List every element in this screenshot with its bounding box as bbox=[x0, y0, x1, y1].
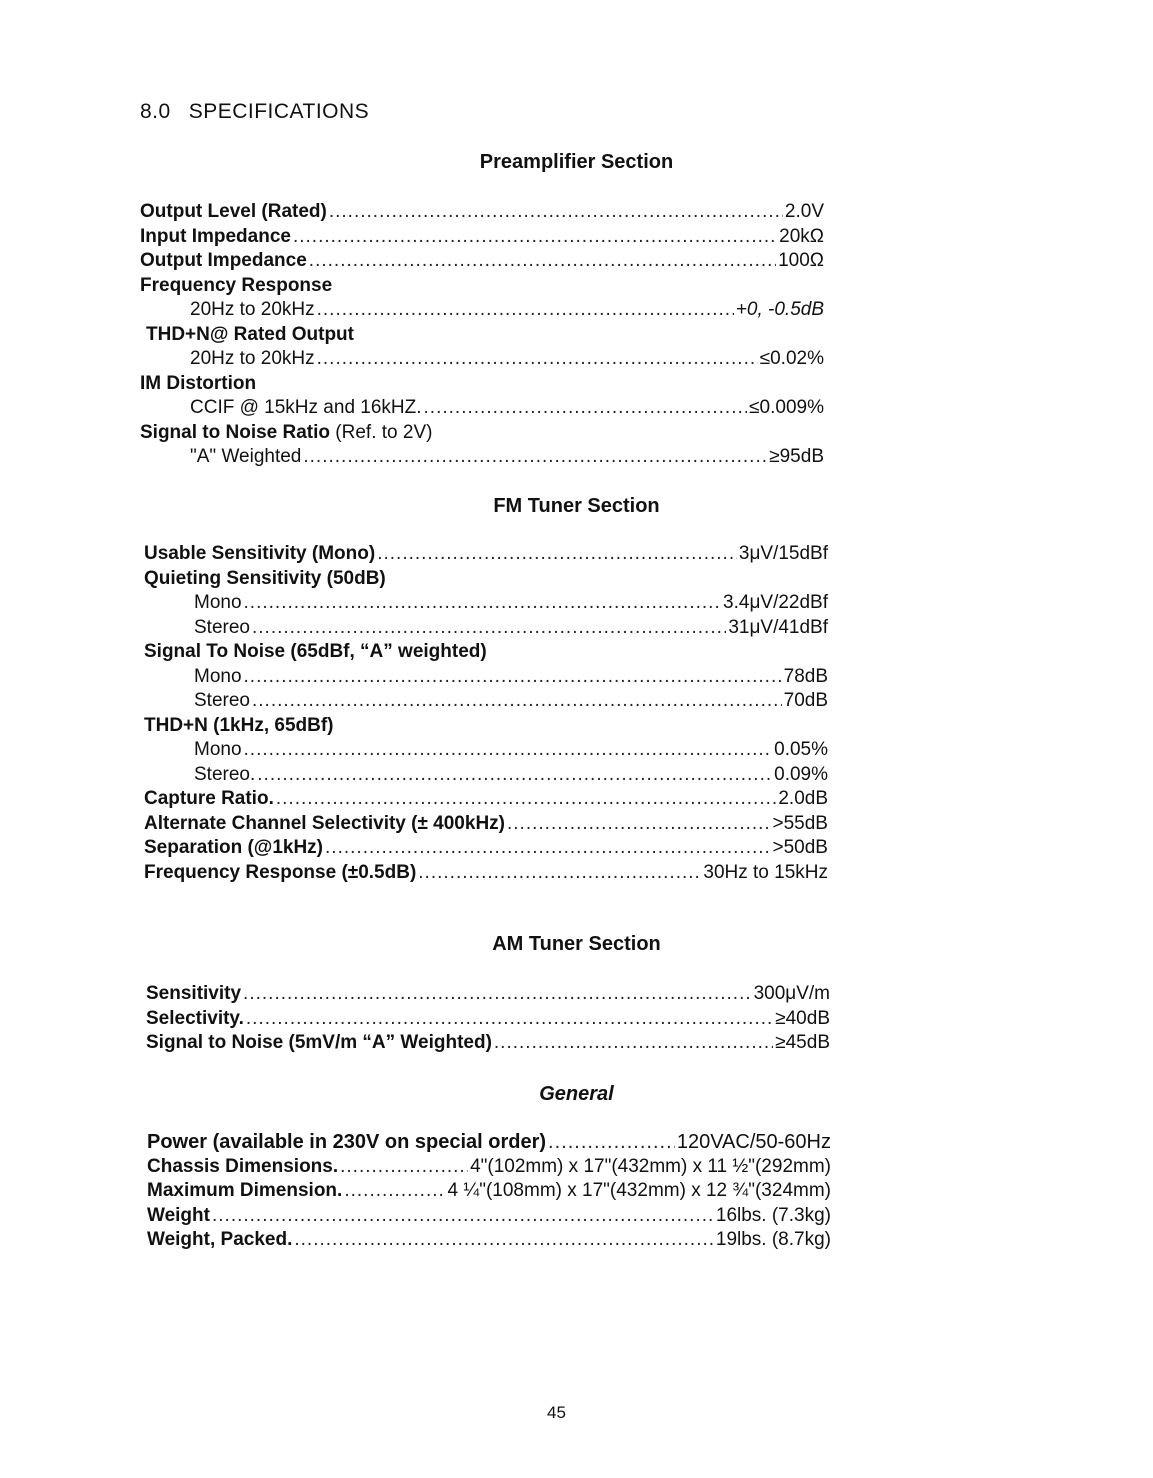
spec-value: >55dB bbox=[772, 812, 828, 834]
spec-value: 3μV/15dBf bbox=[738, 543, 828, 564]
dot-leader bbox=[244, 591, 722, 616]
spec-row-usable-sensitivity bbox=[144, 542, 828, 567]
spec-value: ≥95dB bbox=[769, 446, 824, 467]
spec-value: ≥45dB bbox=[775, 1032, 830, 1053]
spec-label: Mono bbox=[194, 592, 242, 613]
dot-leader bbox=[252, 689, 782, 714]
spec-row-snr-stereo bbox=[144, 689, 828, 714]
dot-leader bbox=[293, 225, 777, 250]
spec-label: Sensitivity bbox=[146, 983, 242, 1004]
preamp-section-title: Preamplifier Section bbox=[479, 151, 674, 173]
spec-group-thd bbox=[144, 714, 828, 739]
spec-row-separation bbox=[144, 836, 828, 861]
spec-row-quieting-mono bbox=[144, 591, 828, 616]
am-spec-list bbox=[146, 982, 830, 1056]
dot-leader bbox=[244, 738, 773, 763]
spec-value: 2.0dB bbox=[778, 788, 828, 809]
spec-value: 20kΩ bbox=[779, 225, 824, 247]
dot-leader bbox=[246, 1007, 773, 1032]
spec-label: Selectivity. bbox=[146, 1007, 244, 1029]
dot-leader bbox=[494, 1031, 773, 1056]
page-title: SPECIFICATIONS bbox=[188, 100, 370, 123]
spec-value: 4"(102mm) x 17"(432mm) x 11 ½"(292mm) bbox=[470, 1155, 831, 1177]
spec-value: ≤0.009% bbox=[749, 397, 824, 418]
spec-label: Weight, Packed. bbox=[147, 1229, 293, 1250]
spec-row-am-sensitivity bbox=[146, 982, 830, 1007]
spec-group-frequency-response bbox=[140, 274, 824, 299]
spec-label: Signal to Noise (5mV/m “A” Weighted) bbox=[146, 1032, 492, 1053]
spec-value: 300μV/m bbox=[753, 983, 830, 1004]
spec-group-im-distortion bbox=[140, 372, 824, 397]
spec-group-label-text: Signal to Noise Ratio bbox=[140, 421, 331, 443]
spec-row-quieting-stereo bbox=[144, 616, 828, 641]
dot-leader bbox=[294, 1228, 714, 1253]
spec-value: 31μV/41dBf bbox=[728, 616, 828, 638]
page-number: 45 bbox=[547, 1403, 566, 1422]
spec-label: Stereo bbox=[194, 616, 250, 638]
dot-leader bbox=[424, 396, 748, 421]
fm-section-title: FM Tuner Section bbox=[493, 495, 660, 517]
spec-group-label-note: (Ref. to 2V) bbox=[330, 421, 433, 443]
general-section-title: General bbox=[539, 1083, 614, 1105]
spec-label: Stereo bbox=[194, 690, 250, 711]
spec-value: >50dB bbox=[772, 837, 828, 858]
spec-label: Alternate Channel Selectivity (± 400kHz) bbox=[144, 812, 505, 834]
fm-spec-list bbox=[144, 542, 828, 885]
spec-group-signal-to-noise bbox=[144, 640, 828, 665]
spec-group-label bbox=[140, 421, 432, 446]
spec-group-label: THD+N@ Rated Output bbox=[146, 323, 354, 345]
spec-row-maximum-dimension bbox=[147, 1179, 831, 1204]
dot-leader bbox=[303, 445, 767, 470]
spec-value: 0.05% bbox=[774, 739, 828, 760]
spec-label: Stereo. bbox=[194, 763, 256, 785]
spec-row-fm-frequency-response bbox=[144, 861, 828, 886]
spec-row-power bbox=[147, 1130, 831, 1155]
dot-leader bbox=[340, 1155, 468, 1180]
spec-row-freq-20hz-20khz bbox=[140, 298, 824, 323]
spec-group-thd-rated-output bbox=[140, 323, 824, 348]
dot-leader bbox=[212, 1204, 714, 1229]
spec-label: Input Impedance bbox=[140, 225, 291, 247]
spec-label: "A" Weighted bbox=[190, 446, 302, 467]
spec-group-label: Frequency Response bbox=[140, 274, 333, 296]
spec-row-alternate-channel bbox=[144, 812, 828, 837]
dot-leader bbox=[418, 861, 701, 886]
spec-label: Separation (@1kHz) bbox=[144, 837, 324, 858]
section-number: 8.0 bbox=[140, 100, 171, 123]
am-section-title: AM Tuner Section bbox=[492, 933, 661, 955]
spec-row-output-impedance bbox=[140, 249, 824, 274]
preamp-spec-list bbox=[140, 200, 824, 470]
spec-value: 3.4μV/22dBf bbox=[723, 592, 828, 613]
spec-group-signal-noise bbox=[140, 421, 824, 446]
spec-label: Usable Sensitivity (Mono) bbox=[144, 543, 376, 564]
spec-label: Maximum Dimension. bbox=[147, 1180, 343, 1201]
dot-leader bbox=[252, 616, 726, 641]
spec-row-thd-20hz-20khz bbox=[140, 347, 824, 372]
spec-label: Mono bbox=[194, 665, 242, 687]
dot-leader bbox=[243, 982, 752, 1007]
spec-value: 78dB bbox=[783, 665, 828, 687]
dot-leader bbox=[309, 249, 776, 274]
spec-row-ccif bbox=[140, 396, 824, 421]
spec-label: Weight bbox=[147, 1204, 210, 1226]
spec-label: Mono bbox=[194, 739, 242, 760]
spec-value: 0.09% bbox=[774, 763, 828, 785]
spec-row-a-weighted bbox=[140, 445, 824, 470]
dot-leader bbox=[276, 787, 776, 812]
spec-row-thd-stereo bbox=[144, 763, 828, 788]
spec-label: Output Level (Rated) bbox=[140, 201, 327, 222]
spec-row-snr-mono bbox=[144, 665, 828, 690]
spec-row-weight-packed bbox=[147, 1228, 831, 1253]
dot-leader bbox=[548, 1130, 675, 1155]
dot-leader bbox=[507, 812, 771, 837]
spec-value: 70dB bbox=[783, 690, 828, 711]
dot-leader bbox=[377, 542, 737, 567]
spec-value: 4 ¼"(108mm) x 17"(432mm) x 12 ¾"(324mm) bbox=[447, 1180, 831, 1201]
spec-value: 16lbs. (7.3kg) bbox=[715, 1204, 831, 1226]
spec-label: 20Hz to 20kHz bbox=[190, 348, 315, 369]
spec-label: CCIF @ 15kHz and 16kHZ. bbox=[190, 397, 422, 418]
spec-group-label: Quieting Sensitivity (50dB) bbox=[144, 567, 386, 589]
spec-value: ≤0.02% bbox=[759, 348, 824, 369]
spec-group-quieting-sensitivity bbox=[144, 567, 828, 592]
spec-row-output-level bbox=[140, 200, 824, 225]
spec-row-am-selectivity bbox=[146, 1007, 830, 1032]
spec-label: Chassis Dimensions. bbox=[147, 1155, 339, 1177]
spec-value: 100Ω bbox=[778, 250, 824, 271]
spec-row-am-signal-noise bbox=[146, 1031, 830, 1056]
spec-row-thd-mono bbox=[144, 738, 828, 763]
dot-leader bbox=[317, 347, 758, 372]
dot-leader bbox=[257, 763, 772, 788]
spec-value: 120VAC/50-60Hz bbox=[676, 1131, 831, 1153]
spec-label: Frequency Response (±0.5dB) bbox=[144, 861, 417, 883]
general-spec-list bbox=[147, 1130, 831, 1253]
spec-value: 2.0V bbox=[784, 201, 824, 222]
spec-group-label: Signal To Noise (65dBf, “A” weighted) bbox=[144, 641, 487, 662]
spec-label: Output Impedance bbox=[140, 250, 307, 271]
spec-value: 19lbs. (8.7kg) bbox=[715, 1229, 831, 1250]
dot-leader bbox=[317, 298, 734, 323]
page-heading bbox=[140, 100, 369, 124]
dot-leader bbox=[344, 1179, 445, 1204]
spec-group-label: IM Distortion bbox=[140, 372, 257, 394]
spec-group-label: THD+N (1kHz, 65dBf) bbox=[144, 714, 334, 736]
spec-label: Capture Ratio. bbox=[144, 788, 274, 809]
spec-value: +0, -0.5dB bbox=[735, 299, 824, 320]
spec-row-chassis-dimensions bbox=[147, 1155, 831, 1180]
spec-row-weight bbox=[147, 1204, 831, 1229]
dot-leader bbox=[325, 836, 771, 861]
spec-label: 20Hz to 20kHz bbox=[190, 299, 315, 320]
spec-row-input-impedance bbox=[140, 225, 824, 250]
spec-value: ≥40dB bbox=[775, 1007, 830, 1029]
spec-value: 30Hz to 15kHz bbox=[703, 861, 828, 883]
spec-label: Power (available in 230V on special order) bbox=[147, 1131, 547, 1153]
dot-leader bbox=[329, 200, 783, 225]
dot-leader bbox=[244, 665, 782, 690]
spec-row-capture-ratio bbox=[144, 787, 828, 812]
